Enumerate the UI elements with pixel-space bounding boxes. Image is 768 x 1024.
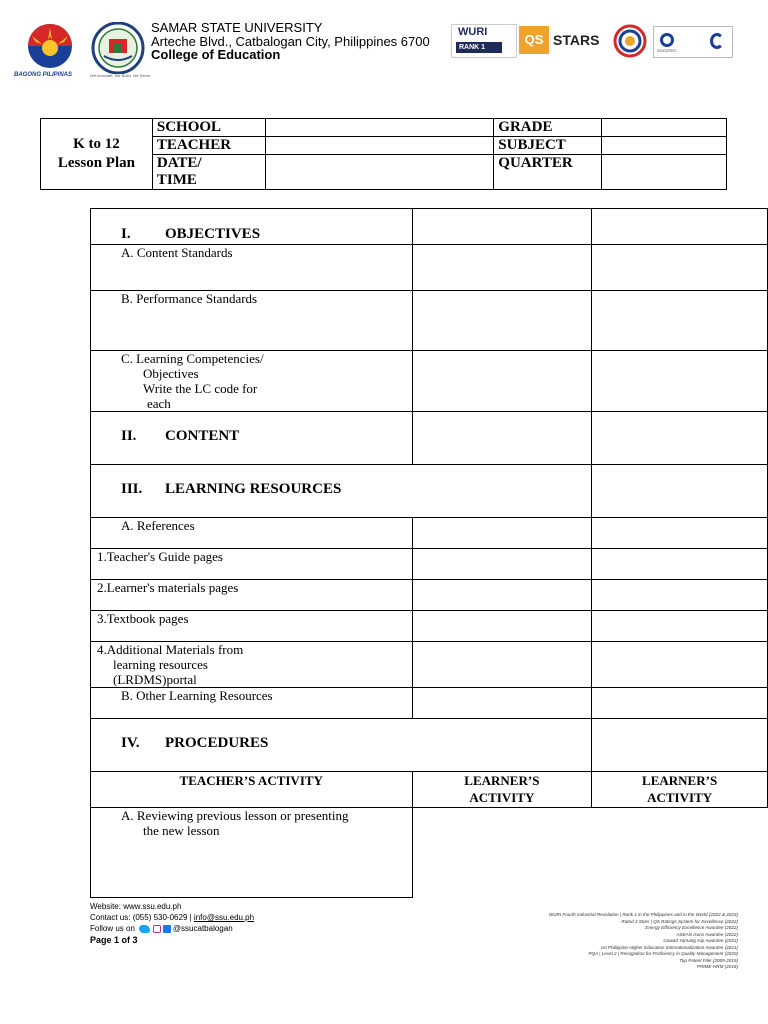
learning-competencies-cell-2[interactable] [592, 351, 768, 412]
qs-stars-badge [519, 26, 609, 54]
footer-social [90, 924, 233, 933]
teacher-label: TEACHER [152, 137, 265, 155]
learners-materials-label: 2.Learner's materials pages [91, 580, 413, 611]
wuri-rank: RANK 1 [456, 42, 502, 53]
bagong-pilipinas-logo [22, 22, 78, 72]
wuri-rank-badge [451, 24, 517, 58]
award-item: WURI Fourth Industrial Revolution | Rank 1 in the Philippines and in the World (2022 & 2023) [548, 912, 738, 917]
footer-follow-text: Follow us on [90, 924, 135, 933]
additional-materials-cell-2[interactable] [592, 642, 768, 688]
lc-line4: each [147, 396, 171, 411]
teacher-value-field[interactable] [265, 137, 494, 155]
university-name: SAMAR STATE UNIVERSITY [151, 20, 323, 35]
award-item: Gawad Yamang Isip Awardee (2022) [663, 938, 738, 943]
subject-value-field[interactable] [602, 137, 727, 155]
learners-activity-2-line1: LEARNER’S [642, 773, 718, 788]
content-cell-1[interactable] [412, 412, 592, 465]
textbook-pages-cell-1[interactable] [412, 611, 592, 642]
lc-line1: C. Learning Competencies/ [121, 351, 264, 366]
learning-resources-cell[interactable] [592, 465, 768, 518]
wuri-label: WURI [458, 26, 488, 38]
lesson-plan-title-cell [41, 119, 153, 190]
additional-materials-line3: (LRDMS)portal [113, 672, 197, 687]
socotec-badge [653, 26, 733, 58]
section-title: OBJECTIVES [165, 226, 261, 242]
college-name: College of Education [151, 47, 281, 62]
footer-contact [90, 913, 254, 922]
additional-materials-line1: 4.Additional Materials from [97, 642, 244, 657]
twitter-icon[interactable] [139, 925, 150, 933]
socotec-icon [660, 33, 674, 47]
teachers-guide-cell-2[interactable] [592, 549, 768, 580]
learners-activity-1-line2: ACTIVITY [469, 790, 535, 805]
section-title: CONTENT [165, 427, 240, 444]
other-resources-label: B. Other Learning Resources [91, 688, 413, 719]
grade-label: GRADE [494, 119, 602, 137]
award-item: PRIME-HRM (2018) [696, 964, 738, 969]
footer-website: Website: www.ssu.edu.ph [90, 902, 182, 911]
lesson-plan-title-line1: K to 12 [73, 136, 120, 152]
textbook-pages-cell-2[interactable] [592, 611, 768, 642]
other-resources-cell-1[interactable] [412, 688, 592, 719]
section-number: III. [121, 480, 143, 497]
footer-social-handle: @ssucatbalogan [172, 924, 233, 933]
energy-award-logo [612, 24, 648, 58]
teachers-activity-header: TEACHER’S ACTIVITY [91, 772, 413, 808]
reviewing-line2: the new lesson [143, 823, 220, 838]
reviewing-previous-lesson-label [91, 808, 413, 898]
lc-line2: Objectives [143, 366, 199, 381]
additional-materials-line2: learning resources [113, 657, 208, 672]
learning-competencies-label [91, 351, 413, 412]
award-item: ASEAN Icons Awardee (2022) [676, 931, 738, 937]
grade-value-field[interactable] [602, 119, 727, 137]
performance-standards-cell-2[interactable] [592, 291, 768, 351]
learners-activity-1-line1: LEARNER’S [464, 773, 540, 788]
learners-activity-header-1 [412, 772, 592, 808]
lc-line3: Write the LC code for [143, 381, 258, 396]
subject-label: SUBJECT [494, 137, 602, 155]
school-label: SCHOOL [152, 119, 265, 137]
lesson-plan-info-table [40, 118, 727, 190]
stars-label: STARS [553, 32, 600, 48]
reviewing-line1: A. Reviewing previous lesson or presenting [121, 808, 349, 823]
learners-materials-cell-2[interactable] [592, 580, 768, 611]
award-item: PQA | Level 2 | Recognition for Proficiency in Quality Management (2020) [588, 951, 738, 956]
performance-standards-label: B. Performance Standards [91, 291, 413, 351]
section-number: I. [121, 226, 131, 242]
section-title: LEARNING RESOURCES [165, 480, 342, 497]
footer-contact-text: Contact us: (055) 530-0629 | [90, 913, 194, 922]
award-item: Energy Efficiency Excellence Awardee (2022) [645, 925, 738, 930]
learners-activity-header-2 [592, 772, 768, 808]
school-value-field[interactable] [265, 119, 494, 137]
learners-activity-2-line2: ACTIVITY [647, 790, 713, 805]
references-cell-1[interactable] [412, 518, 592, 549]
instagram-icon[interactable] [153, 925, 161, 933]
content-standards-label: A. Content Standards [91, 245, 413, 291]
content-standards-cell-2[interactable] [592, 245, 768, 291]
section-learning-resources-header [91, 465, 592, 518]
lesson-plan-title-line2: Lesson Plan [57, 155, 135, 171]
quarter-value-field[interactable] [602, 155, 727, 190]
section-title: PROCEDURES [165, 734, 269, 751]
datetime-label [152, 155, 265, 190]
award-item: Rated 3 Stars | QS Ratings System for Excellence (2022) [621, 918, 738, 924]
datetime-label-line2: TIME [156, 172, 197, 188]
section-number: IV. [121, 734, 140, 751]
section-objectives-header [91, 209, 413, 245]
references-label: A. References [91, 518, 413, 549]
quarter-label: QUARTER [494, 155, 602, 190]
iso-c-icon [710, 33, 724, 49]
other-resources-cell-2[interactable] [592, 688, 768, 719]
ssu-seal-logo [90, 22, 146, 74]
performance-standards-cell-1[interactable] [412, 291, 592, 351]
lesson-plan-body-table [90, 208, 768, 898]
learning-competencies-cell-1[interactable] [412, 351, 592, 412]
textbook-pages-label: 3.Textbook pages [91, 611, 413, 642]
section-number: II. [121, 427, 137, 444]
section-procedures-header [91, 719, 592, 772]
page-number: Page 1 of 3 [90, 935, 138, 945]
university-address: Arteche Blvd., Catbalogan City, Philippines 6700 [151, 34, 430, 49]
objectives-cell-1[interactable] [412, 209, 592, 245]
datetime-label-line1: DATE/ [156, 155, 202, 171]
objectives-cell-2[interactable] [592, 209, 768, 245]
qs-label: QS [519, 26, 549, 54]
awards-list [508, 912, 738, 971]
content-standards-cell-1[interactable] [412, 245, 592, 291]
award-item: 1st Philippine Higher Education Internationalization Awardee (2021) [600, 944, 738, 950]
facebook-icon[interactable] [163, 925, 171, 933]
learners-materials-cell-1[interactable] [412, 580, 592, 611]
seal-motto: We Innovate, We Build, We Serve [90, 73, 151, 78]
additional-materials-label [91, 642, 413, 688]
references-cell-2[interactable] [592, 518, 768, 549]
reviewing-activity-cell[interactable] [412, 808, 768, 898]
footer-email-link[interactable]: info@ssu.edu.ph [193, 913, 255, 922]
teachers-guide-cell-1[interactable] [412, 549, 592, 580]
datetime-value-field[interactable] [265, 155, 494, 190]
bagong-pilipinas-caption: BAGONG PILIPINAS [14, 72, 73, 78]
socotec-label: SOCOTEC [657, 48, 677, 53]
section-content-header [91, 412, 413, 465]
award-item: Top Patent Filer (2009-2019) [679, 957, 738, 963]
teachers-guide-label: 1.Teacher's Guide pages [91, 549, 413, 580]
procedures-cell[interactable] [592, 719, 768, 772]
additional-materials-cell-1[interactable] [412, 642, 592, 688]
content-cell-2[interactable] [592, 412, 768, 465]
